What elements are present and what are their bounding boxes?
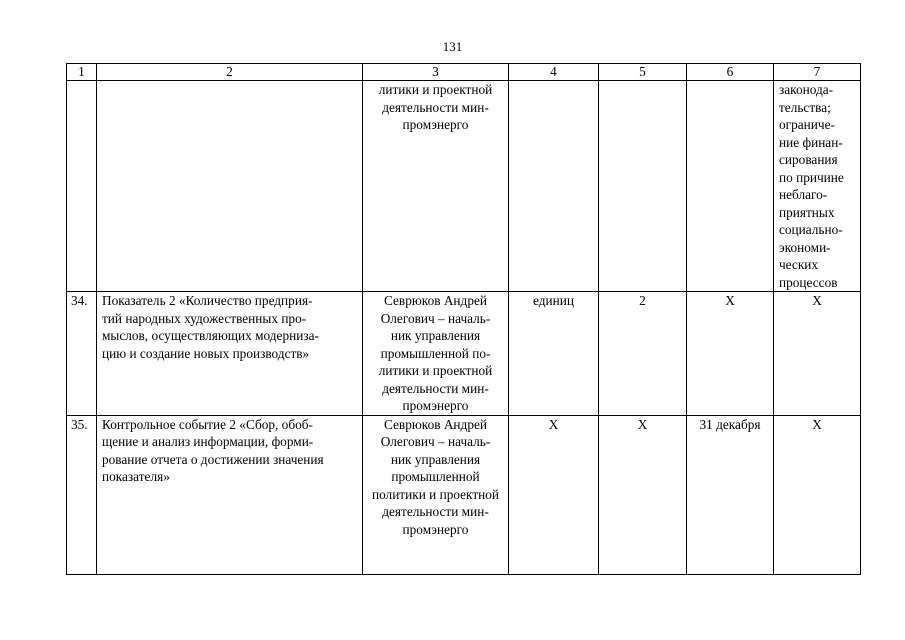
cell-text-line: социально- <box>779 222 843 237</box>
cell-text-line: показателя» <box>102 469 170 484</box>
risk-cell <box>774 415 861 574</box>
cell-text-line: Олегович – началь- <box>380 310 491 326</box>
column-header: 1 <box>67 64 97 81</box>
table-row <box>67 81 861 292</box>
cell-text-line: политики и проектной <box>371 486 500 502</box>
unit-cell: Х <box>509 415 599 574</box>
cell-text-line: законода- <box>779 82 834 97</box>
cell-text-line: литики и проектной <box>378 363 493 378</box>
table-row <box>67 292 861 416</box>
column-header: 7 <box>774 64 861 81</box>
date-cell: Х <box>687 292 774 416</box>
cell-text-line: сирования <box>779 152 838 167</box>
cell-text-line: литики и проектной <box>378 82 493 97</box>
cell-text-line: промэнерго <box>402 521 469 537</box>
value-cell: Х <box>599 415 687 574</box>
column-header: 2 <box>97 64 363 81</box>
cell-text-line: неблаго- <box>779 187 828 202</box>
cell-text-line: промышленной <box>391 469 480 484</box>
risk-cell <box>774 81 861 292</box>
item-name-cell <box>97 415 363 574</box>
cell-text-line: Олегович – началь- <box>380 434 491 449</box>
cell-text-line: экономи- <box>779 239 831 255</box>
plan-table <box>66 63 861 575</box>
item-name-cell <box>97 81 363 292</box>
column-header: 6 <box>687 64 774 81</box>
cell-text-line: приятных <box>779 204 835 220</box>
table-row <box>67 415 861 574</box>
cell-text-line: ник управления <box>390 451 481 467</box>
page-number: 131 <box>442 39 463 54</box>
date-cell <box>687 81 774 292</box>
cell-text-line: Х <box>812 416 822 432</box>
cell-text-line: цию и создание новых производств» <box>102 345 310 361</box>
cell-text-line: промэнерго <box>402 117 469 132</box>
responsible-cell <box>363 292 509 416</box>
table-header-row <box>67 64 861 81</box>
cell-text-line: Севрюков Андрей <box>384 416 487 432</box>
cell-text-line: по причине <box>779 169 844 185</box>
date-cell: 31 декабря <box>687 415 774 574</box>
cell-text-line: ние финан- <box>779 134 843 150</box>
cell-text-line: щение и анализ информации, форми- <box>102 434 314 449</box>
cell-text-line: мыслов, осуществляющих модерниза- <box>102 328 319 343</box>
cell-text-line: ческих <box>779 257 819 272</box>
column-header: 3 <box>363 64 509 81</box>
cell-text-line: Контрольное событие 2 «Сбор, обоб- <box>102 416 313 432</box>
cell-text-line: ник управления <box>390 328 481 343</box>
responsible-cell <box>363 81 509 292</box>
value-cell <box>599 81 687 292</box>
cell-text-line: процессов <box>779 274 838 290</box>
cell-text-line: деятельности мин- <box>382 99 489 115</box>
cell-text-line: тий народных художественных про- <box>102 310 307 326</box>
row-number-cell: 34. <box>67 292 97 416</box>
cell-text-line: Показатель 2 «Количество предприя- <box>102 293 313 308</box>
column-header: 4 <box>509 64 599 81</box>
value-cell: 2 <box>599 292 687 416</box>
cell-text-line: Севрюков Андрей <box>384 293 487 308</box>
responsible-cell <box>363 415 509 574</box>
unit-cell <box>509 81 599 292</box>
cell-text-line: промэнерго <box>402 398 469 413</box>
row-number-cell: 35. <box>67 415 97 574</box>
table-body <box>67 64 861 575</box>
cell-text-line: деятельности мин- <box>382 504 489 519</box>
cell-text-line: Х <box>812 293 822 308</box>
row-number-cell <box>67 81 97 292</box>
cell-text-line: ограниче- <box>779 117 835 132</box>
cell-text-line: деятельности мин- <box>382 380 489 396</box>
cell-text-line: рование отчета о достижении значения <box>102 451 324 467</box>
risk-cell <box>774 292 861 416</box>
unit-cell: единиц <box>509 292 599 416</box>
column-header: 5 <box>599 64 687 81</box>
cell-text-line: тельства; <box>779 99 831 115</box>
item-name-cell <box>97 292 363 416</box>
cell-text-line: промышленной по- <box>380 345 491 361</box>
